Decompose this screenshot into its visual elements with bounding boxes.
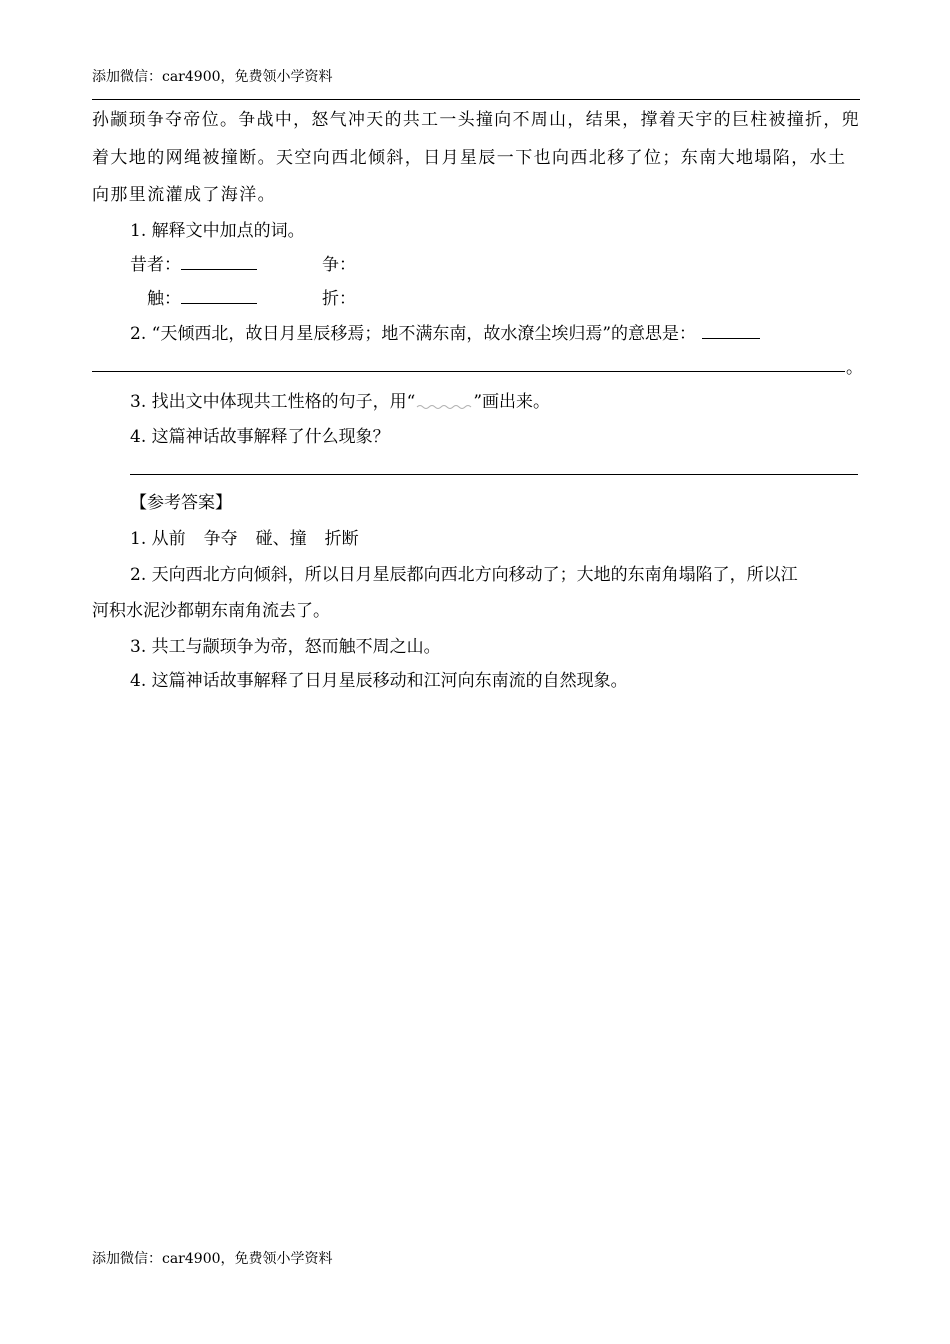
answer-1 xyxy=(130,524,359,549)
passage-line-2: 着大地的网绳被撞断。天空向西北倾斜，日月星辰一下也向西北移了位；东南大地塌陷，水土 xyxy=(92,148,847,168)
question-2-text: 2. “天倾西北，故日月星辰移焉；地不满东南，故水潦尘埃归焉”的意思是： xyxy=(130,324,697,344)
q1-row-1 xyxy=(130,250,257,275)
q4-answer-line[interactable] xyxy=(130,474,858,475)
q2-period: 。 xyxy=(846,358,863,378)
question-2 xyxy=(130,319,760,344)
q2-answer-line[interactable] xyxy=(92,371,845,372)
answer-2-line-2: 河积水泥沙都朝东南角流去了。 xyxy=(92,601,330,621)
q1-term-chu: 触： xyxy=(147,289,181,309)
q1-blank-xizhe[interactable] xyxy=(181,255,257,270)
answers-title: 【参考答案】 xyxy=(130,493,232,513)
wavy-underline-sample xyxy=(415,393,473,407)
question-3-pre: 3. 找出文中体现共工性格的句子，用“ xyxy=(130,392,416,412)
header-rule xyxy=(92,99,860,100)
answer-2-line-1: 2. 天向西北方向倾斜，所以日月星辰都向西北方向移动了；大地的东南角塌陷了，所以江 xyxy=(130,565,798,585)
q1-term-zheng: 争： xyxy=(322,255,356,275)
footer-note: 添加微信：car4900，免费领小学资料 xyxy=(92,1251,333,1267)
answer-3: 3. 共工与颛顼争为帝，怒而触不周之山。 xyxy=(130,637,441,657)
answer-1-a: 1. 从前 xyxy=(130,529,186,549)
passage-line-1: 孙颛顼争夺帝位。争战中，怒气冲天的共工一头撞向不周山，结果，撑着天宇的巨柱被撞折，兜 xyxy=(92,110,860,130)
q2-blank-inline[interactable] xyxy=(702,324,760,339)
q1-term-xizhe: 昔者： xyxy=(130,255,181,275)
answer-1-c: 碰、撞 xyxy=(255,529,307,549)
answer-1-d: 折断 xyxy=(324,529,359,549)
q1-row-2 xyxy=(147,284,257,309)
question-3 xyxy=(130,387,550,412)
answer-4: 4. 这篇神话故事解释了日月星辰移动和江河向东南流的自然现象。 xyxy=(130,671,628,691)
answer-1-b: 争夺 xyxy=(203,529,238,549)
question-3-post: ”画出来。 xyxy=(473,392,551,412)
q1-blank-chu[interactable] xyxy=(181,289,257,304)
header-note: 添加微信：car4900，免费领小学资料 xyxy=(92,69,333,85)
question-4: 4. 这篇神话故事解释了什么现象？ xyxy=(130,427,390,447)
q1-term-zhe: 折： xyxy=(322,289,356,309)
question-1: 1. 解释文中加点的词。 xyxy=(130,221,305,241)
passage-line-3: 向那里流灌成了海洋。 xyxy=(92,185,276,205)
